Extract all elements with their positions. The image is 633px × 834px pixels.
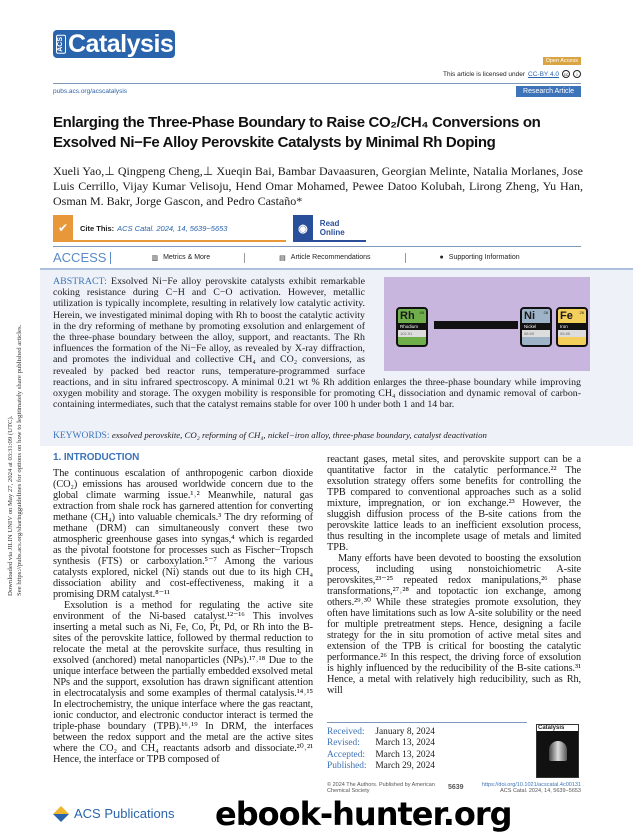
- read-online-button[interactable]: ◉ Read Online: [293, 216, 366, 242]
- bar-chart-icon: ▥: [151, 254, 159, 262]
- cc-icon: cc: [563, 71, 569, 77]
- license-link[interactable]: CC-BY 4.0: [528, 70, 559, 78]
- journal-logo[interactable]: ACS Catalysis: [53, 30, 175, 58]
- divider: [53, 246, 581, 247]
- acs-logo-icon: [53, 806, 69, 822]
- element-tile-ni: 28 Ni Nickel 58.69: [520, 307, 552, 347]
- divider: [53, 83, 581, 84]
- author-list: Xueli Yao,⊥ Qingpeng Cheng,⊥ Xueqin Bai, Bambar Davaasuren, Georgian Melinte, Natalia Morlanes, Jose Luis Cerrillo, Vijay Kumar Velisoju, Hend Omar Mohamed, Pewee Datoo Kolubah, Lirong Zheng, Yu Han, Osman M. Bakr, Jorge Gascon, and Pedro Castaño*: [53, 164, 583, 208]
- element-tile-rh: 45 Rh Rhodium 102.91: [396, 307, 428, 347]
- journal-url[interactable]: pubs.acs.org/acscatalysis: [53, 88, 128, 95]
- download-notice: Downloaded via JILIN UNIV on May 27, 2024 at 03:31:09 (UTC). See https://pubs.acs.org/sharingguidelines for options on how to legitimately share published articles.: [7, 324, 23, 596]
- globe-icon: ◉: [293, 215, 313, 241]
- license-line: This article is licensed under CC-BY 4.0 cc i: [443, 70, 581, 78]
- paragraph: Exsolution is a method for regulating the active site environment of the Ni-based catalyst.¹²⁻¹⁶ This involves inserting a metal such as Ni, Fe, Co, Pt, Pd, or Rh into the B-sites of the perovskite lattice, followed by thermal reduction to relocate the metal at the perovskite surface, thus resulting in exsolved (anchored) metal nanoparticles (NPs).¹⁷˒¹⁸ Due to the unique interface between the partially embedded exsolved metal NPs and the support, exsolution has drawn significant attention in electrocatalysis and some examples of thermal catalysis.¹⁴˒¹⁵ In electrochemistry, the unique interface where the gas reactant, ionic conductor, and electronic conductor interact is termed the triple-phase boundary (TPB).¹⁶˒¹⁹ In DRM, the interfaces between the redox support and the metal are the active sites where the CO₂ and CH₄ reactants adsorb and dissociate.²⁰˒²¹ Hence, the interface or TPB composed of: [53, 600, 313, 765]
- keywords: KEYWORDS: exsolved perovskite, CO₂ reforming of CH₄, nickel−iron alloy, three-phase boundary, catalyst deactivation: [53, 430, 487, 441]
- copyright: © 2024 The Authors. Published by American Chemical Society: [327, 782, 435, 794]
- journal-cover[interactable]: Catalysis: [536, 724, 579, 778]
- access-bar: ACCESS ▥ Metrics & More ▤ Article Recommendations ● Supporting Information: [53, 250, 520, 265]
- metrics-link[interactable]: ▥ Metrics & More: [151, 254, 211, 262]
- publication-dates: Received: January 8, 2024 Revised: March 13, 2024 Accepted: March 13, 2024 Published: March 29, 2024: [327, 722, 527, 773]
- article-icon: ▤: [279, 254, 286, 262]
- doi-block[interactable]: https://doi.org/10.1021/acscatal.4c00131 ACS Catal. 2024, 14, 5639−5653: [481, 782, 581, 794]
- paragraph: The continuous escalation of anthropogenic carbon dioxide (CO₂) emissions has aroused worldwide concern due to the global climate warming issue.¹˒² Meanwhile, natural gas extraction from shale rock has garnered attention for converting methane (CH₄) into valuable chemicals.³ The dry reforming of methane (DRM) can simultaneously convert these two atmospheric greenhouse gases into syngas,⁴ which is regarded as the pivotal footstone for processes such as Fischer−Tropsch synthesis (FTS) or carboxylation.⁵⁻⁷ Among the various catalysts explored, nickel (Ni) stands out due to its high CH₄ dissociation ability and cost-effectiveness, making it a promising DRM catalyst.⁸⁻¹¹: [53, 468, 313, 600]
- check-icon: ✔: [53, 215, 73, 241]
- watermark: ebook-hunter.org: [215, 795, 512, 833]
- intro-right-column: [327, 454, 581, 696]
- recommendations-link[interactable]: ▤ Article Recommendations: [279, 254, 371, 262]
- section-heading: 1. INTRODUCTION: [53, 452, 140, 463]
- paragraph: reactant gases, metal sites, and perovskite support can be a quantitative factor in the catalytic performance.²² The exsolution strategy offers some benefits for controlling the TPB compared to conventional approaches such as a solid mixture, impregnation, or ion exchange.²³ However, the sluggish diffusion process of the B-site cations from the perovskite lattice leads to an inefficient exsolution process, thus resulting in the incomplete usage of metals and limited TPB.: [327, 454, 581, 553]
- article-type-badge: Research Article: [516, 86, 581, 97]
- abstract: ABSTRACT: Exsolved Ni−Fe alloy perovskite catalysts exhibit remarkable coking resistance during C−H and C−O activation. However, metallic utilization is typically incomplete, resulting in relatively low catalytic activity. Herein, we investigated minimal doping with Rh to boost the catalytic activity in the dry reforming of methane by promoting exsolution and enlargement of the three-phase boundary between the alloy, support, and reactants. The Rh influences the formation of the Ni−Fe alloy, as revealed by X-ray diffraction, and promotes the individual and collective CH₄ and CO₂ conversions, as revealed by packed bed reactor runs, temperature-programmed surface reactions, and in situ infrared spectroscopy. A minimal 0.21 wt % Rh addition enlarges the three-phase boundary while improving oxygen mobility and storage. The oxygen mobility is responsible for promoting CH₄ dissociation and dynamic removal of carbon-containing intermediates, such that the catalyst remains stable for over 100 h under both 1 and 14 bar.: [53, 276, 581, 411]
- intro-left-column: [53, 452, 313, 765]
- page-number: 5639: [448, 784, 464, 791]
- article-title: Enlarging the Three-Phase Boundary to Raise CO₂/CH₄ Conversions on Exsolved Ni−Fe Alloy Perovskite Catalysts by Minimal Rh Doping: [53, 114, 541, 151]
- element-tile-fe: 26 Fe Iron 55.85: [556, 307, 588, 347]
- si-icon: ●: [439, 254, 444, 261]
- paragraph: Many efforts have been devoted to boosting the exsolution process, including using nonstoichiometric A-site perovskites,²³⁻²⁵ repeated redox manipulations,²⁶ phase transformations,²⁷˒²⁸ and topotactic ion exchange, among others.²⁹˒³⁰ While these strategies promote exsolution, they often have limitations such as low A-site solubility or the need for multiple pretreatment steps. Hence, designing a facile strategy for the in situ promotion of active metal sites and extension of the TPB is critical for boosting the catalytic performance.²⁶ In this respect, the driving force of exsolution is highly influenced by the reducibility of the B-site cations.³¹ Hence, a metal with relatively high reducibility, such as Rh, will: [327, 553, 581, 696]
- acs-publications-logo: ACS Publications: [53, 806, 174, 822]
- supporting-info-link[interactable]: ● Supporting Information: [439, 254, 520, 261]
- cite-this[interactable]: ✔ Cite This: ACS Catal. 2024, 14, 5639−5653: [53, 216, 286, 242]
- by-icon: i: [573, 70, 581, 78]
- open-access-badge: Open Access: [543, 57, 581, 65]
